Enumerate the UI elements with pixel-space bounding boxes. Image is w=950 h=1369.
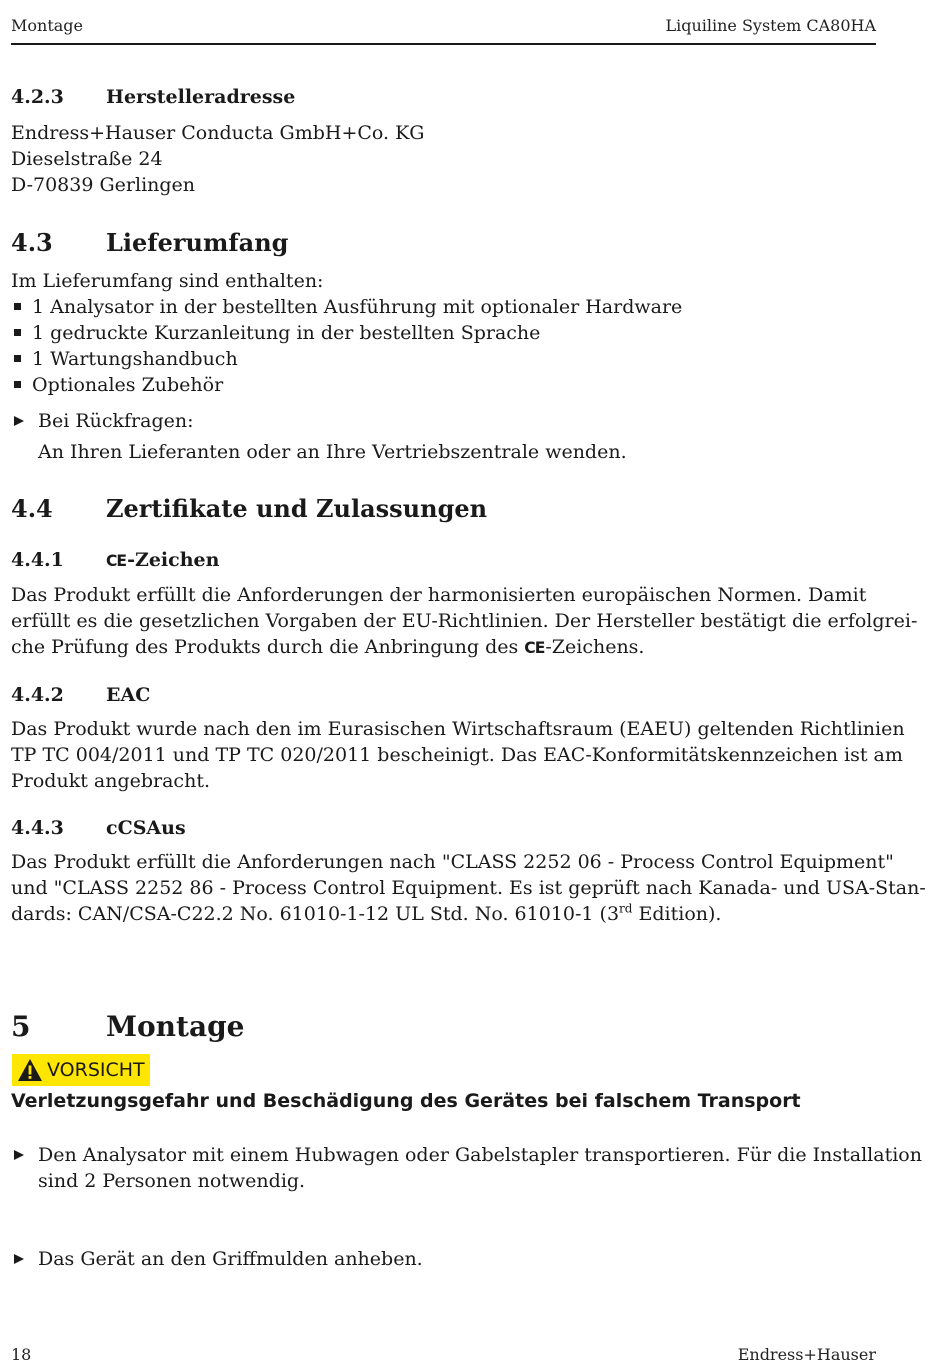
chapter-heading-5	[11, 1010, 876, 1046]
ce-mark-icon: CE	[524, 639, 545, 657]
list-item: 1 Wartungshandbuch	[11, 346, 876, 372]
address-line: D-70839 Gerlingen	[11, 174, 196, 196]
section-title: Herstelleradresse	[106, 86, 296, 108]
bullet-square-icon	[14, 381, 21, 388]
list-item: Optionales Zubehör	[11, 372, 876, 398]
section-number: 4.4.3	[11, 817, 64, 839]
section-title: cCSAus	[106, 817, 186, 839]
section-title: EAC	[106, 684, 151, 706]
step-label: Bei Rückfragen:	[38, 410, 194, 432]
instruction-step	[11, 408, 903, 434]
heading-4-4-2	[11, 684, 876, 708]
bullet-square-icon	[14, 355, 21, 362]
caution-label	[12, 1054, 150, 1086]
heading-4-2-3	[11, 86, 876, 110]
section-number: 4.4.2	[11, 684, 64, 706]
section-number: 4.4	[11, 494, 53, 523]
section-number: 4.2.3	[11, 86, 64, 108]
footer-brand: Endress+Hauser	[737, 1345, 876, 1364]
chapter-number: 5	[11, 1010, 31, 1043]
address-line: Dieselstraße 24	[11, 148, 163, 170]
section-number: 4.4.1	[11, 549, 64, 571]
manufacturer-address	[11, 120, 876, 198]
section-title: Lieferumfang	[106, 228, 289, 257]
list-item: 1 gedruckte Kurzanleitung in der bestellten Sprache	[11, 320, 876, 346]
page-number: 18	[11, 1345, 32, 1364]
ce-mark-icon: CE	[106, 552, 127, 570]
heading-4-3	[11, 228, 876, 258]
bullet-square-icon	[14, 303, 21, 310]
section-title: -Zeichen	[127, 549, 220, 571]
csa-paragraph: Das Produkt erfüllt die Anforderungen nach "CLASS 2252 06 - Process Control Equipment" und "CLASS 2252 86 - Process Control Equipment. Es ist geprüft nach Kanada- und USA-Stan- dards: CAN/CSA-C22.2 No. 61010-1-12 UL Std. No. 61010-1 (3rd Edition).	[11, 851, 926, 925]
running-header-product: Liquiline System CA80HA	[665, 16, 876, 35]
warning-triangle-icon	[17, 1058, 43, 1082]
eac-paragraph: Das Produkt wurde nach den im Eurasischen Wirtschaftsraum (EAEU) geltenden Richtlinien TP TC 004/2011 und TP TC 020/2011 bescheinigt. Das EAC-Konformitätskennzeichen ist am Produkt angebracht.	[11, 718, 905, 792]
step-arrow-icon	[14, 1150, 24, 1160]
ce-paragraph: Das Produkt erfüllt die Anforderungen der harmonisierten europäischen Normen. Damit erfüllt es die gesetzlichen Vorgaben der EU-Richtlinien. Der Hersteller bestätigt die erfolgrei- che Prüfung des Produkts durch die Anbringung des CE-Zeichens.	[11, 582, 876, 661]
section-title: Zertifikate und Zulassungen	[106, 494, 488, 523]
header-rule	[11, 43, 876, 45]
running-header-chapter: Montage	[11, 16, 83, 35]
step-arrow-icon	[14, 416, 24, 426]
step-detail: An Ihren Lieferanten oder an Ihre Vertriebszentrale wenden.	[38, 441, 627, 463]
bullet-square-icon	[14, 329, 21, 336]
scope-intro: Im Lieferumfang sind enthalten:	[11, 270, 324, 292]
heading-4-4-1	[11, 549, 876, 573]
chapter-title: Montage	[106, 1010, 245, 1043]
list-item: 1 Analysator in der bestellten Ausführung mit optionaler Hardware	[11, 294, 876, 320]
address-line: Endress+Hauser Conducta GmbH+Co. KG	[11, 122, 425, 144]
instruction-step: Das Gerät an den Griffmulden anheben.	[11, 1246, 903, 1272]
caution-text: VORSICHT	[47, 1059, 145, 1081]
section-number: 4.3	[11, 228, 53, 257]
heading-4-4-3	[11, 817, 876, 841]
instruction-step: Den Analysator mit einem Hubwagen oder Gabelstapler transportieren. Für die Installation sind 2 Personen notwendig.	[11, 1142, 903, 1194]
scope-of-delivery-list	[11, 294, 876, 398]
heading-4-4	[11, 494, 876, 524]
warning-title: Verletzungsgefahr und Beschädigung des Gerätes bei falschem Transport	[11, 1090, 801, 1112]
step-arrow-icon	[14, 1254, 24, 1264]
